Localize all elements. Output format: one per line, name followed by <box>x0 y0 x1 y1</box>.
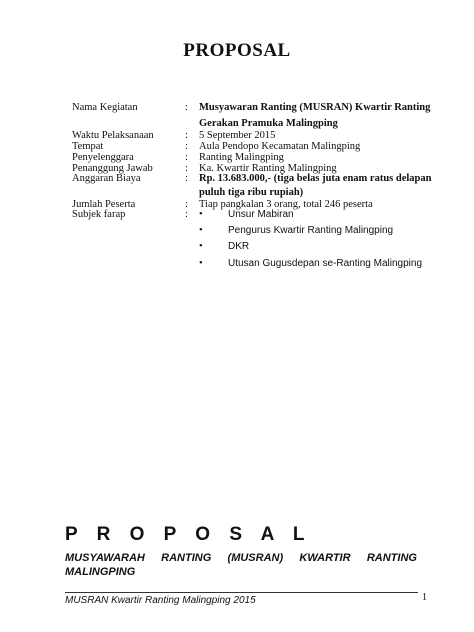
bullet-icon: • <box>199 225 203 236</box>
cover-subtitle-word: MUSYAWARAH <box>65 552 145 564</box>
list-item-text: DKR <box>228 241 250 252</box>
field-separator: : <box>185 102 188 113</box>
field-label: Subjek farap <box>72 209 126 220</box>
field-value-cont: puluh tiga ribu rupiah) <box>199 187 304 198</box>
cover-subtitle-word: RANTING <box>161 552 212 564</box>
cover-subtitle-word: KWARTIR <box>299 552 351 564</box>
field-value: 5 September 2015 <box>199 130 276 141</box>
field-label: Jumlah Peserta <box>72 199 136 210</box>
list-item-text: Pengurus Kwartir Ranting Malingping <box>228 225 394 236</box>
field-label: Penyelenggara <box>72 152 134 163</box>
field-separator: : <box>185 199 188 210</box>
field-separator: : <box>185 163 188 174</box>
field-label: Nama Kegiatan <box>72 102 138 113</box>
field-value-cont: Gerakan Pramuka Malingping <box>199 118 338 129</box>
field-separator: : <box>185 173 188 184</box>
field-value: Aula Pendopo Kecamatan Malingping <box>199 141 361 152</box>
bullet-icon: • <box>199 258 203 269</box>
field-label: Waktu Pelaksanaan <box>72 130 154 141</box>
list-item-text: Unsur Mabiran <box>228 209 294 220</box>
cover-subtitle-line <box>65 551 417 565</box>
field-label: Tempat <box>72 141 104 152</box>
field-value: Tiap pangkalan 3 orang, total 246 peserta <box>199 199 373 210</box>
cover-subtitle-line: MALINGPING <box>65 566 136 578</box>
field-label: Anggaran Biaya <box>72 173 141 184</box>
field-label: Penanggung Jawab <box>72 163 153 174</box>
field-value: Ka. Kwartir Ranting Malingping <box>199 163 337 174</box>
cover-title: P R O P O S A L <box>65 524 312 545</box>
footer-text: MUSRAN Kwartir Ranting Malingping 2015 <box>65 595 256 606</box>
cover-subtitle-word: RANTING <box>366 552 417 564</box>
bullet-icon: • <box>199 241 203 252</box>
field-separator: : <box>185 130 188 141</box>
page-number: 1 <box>422 592 427 603</box>
field-separator: : <box>185 141 188 152</box>
bullet-icon: • <box>199 209 203 220</box>
cover-subtitle <box>65 551 417 579</box>
field-separator: : <box>185 209 188 220</box>
page-title: PROPOSAL <box>183 40 291 61</box>
cover-subtitle-word: (MUSRAN) <box>227 552 284 564</box>
list-item-text: Utusan Gugusdepan se-Ranting Malingping <box>228 258 423 269</box>
field-value: Ranting Malingping <box>199 152 284 163</box>
field-separator: : <box>185 152 188 163</box>
footer-divider <box>65 592 418 593</box>
field-value: Rp. 13.683.000,- (tiga belas juta enam ratus delapan <box>199 173 432 184</box>
field-value: Musyawaran Ranting (MUSRAN) Kwartir Ranting <box>199 102 431 113</box>
